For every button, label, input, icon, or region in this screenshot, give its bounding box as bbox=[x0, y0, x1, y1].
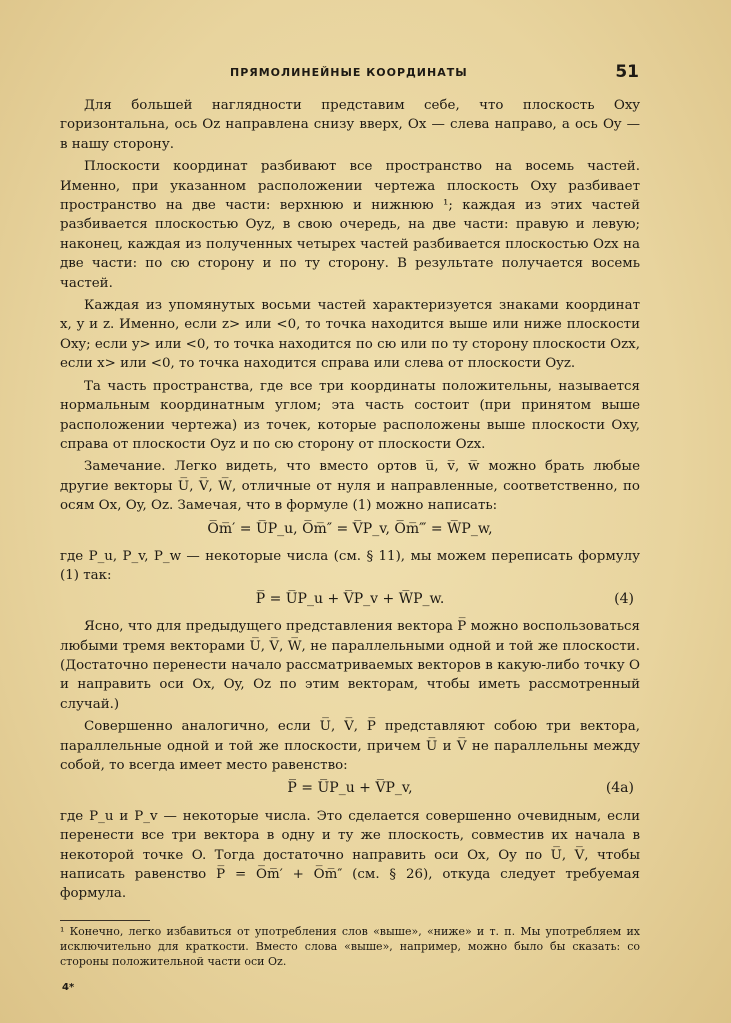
printer-signature: 4* bbox=[62, 982, 75, 993]
page-body bbox=[60, 96, 640, 907]
footnote: ¹ Конечно, легко избавиться от употребления слов «выше», «ниже» и т. п. Мы употребляем их исключительно для краткости. Вместо слова «выше», например, можно было бы сказать: со стороны положительной части оси Oz. bbox=[60, 925, 640, 968]
remark-paragraph: Замечание. Легко видеть, что вместо ортов u̅, v̅, w̅ можно брать любые другие векторы U̅, V̅, W̅, отличные от нуля и направленные, соответственно, по осям Ox, Oy, Oz. Замечая, что в формуле (1) можно написать: bbox=[60, 459, 640, 514]
paragraph-2: Плоскости координат разбивают все пространство на восемь частей. Именно, при указанном расположении чертежа плоскость Oxy разбивает пространство на две части: верхнюю и нижнюю ¹; каждая из этих частей разбивается плоскостью Oyz, в свою очередь, на две части: правую и левую; наконец, каждая из полученных четырех частей разбивается плоскостью Ozx на две части: по сю сторону и по ту сторону. В результате получается восемь частей. bbox=[60, 159, 640, 291]
running-title: ПРЯМОЛИНЕЙНЫЕ КООРДИНАТЫ bbox=[230, 66, 468, 79]
page-header bbox=[60, 62, 639, 86]
formula-4a bbox=[60, 779, 640, 798]
formula-4 bbox=[60, 590, 640, 609]
formula-4a-number: (4а) bbox=[605, 780, 634, 797]
formula-1-text: O̅m̅′ = U̅P_u, O̅m̅″ = V̅P_v, O̅m̅‴ = W̅P_w, bbox=[207, 520, 493, 537]
after-formula-1: где P_u, P_v, P_w — некоторые числа (см. § 11), мы можем переписать формулу (1) так: bbox=[60, 548, 640, 584]
paragraph-1: Для большей наглядности представим себе, что плоскость Oxy горизонтальна, ось Oz направлена снизу вверх, Ox — слева направо, а ось Oy — в нашу сторону. bbox=[60, 98, 640, 152]
formula-1 bbox=[60, 520, 640, 539]
paragraph-after-4: Ясно, что для предыдущего представления вектора P̅ можно воспользоваться любыми тремя векторами U̅, V̅, W̅, не параллельными одной и той же плоскости. (Достаточно перенести начало рассматриваемых векторов в какую-либо точку O и направить оси Ox, Oy, Oz по этим векторам, чтобы иметь рассмотренный случай.) bbox=[60, 619, 640, 712]
footnote-divider bbox=[60, 920, 150, 921]
paragraph-4: Та часть пространства, где все три координаты положительны, называется нормальным координатным углом; эта часть состоит (при принятом выше расположении чертежа) из точек, которые расположены выше плоскости Oxy, справа от плоскости Oyz и по сю сторону от плоскости Ozx. bbox=[60, 378, 640, 452]
paragraph-coplanar: Совершенно аналогично, если U̅, V̅, P̅ представляют собою три вектора, параллельные одной и той же плоскости, причем U̅ и V̅ не параллельны между собой, то всегда имеет место равенство: bbox=[60, 719, 640, 773]
formula-4-text: P̅ = U̅P_u + V̅P_v + W̅P_w. bbox=[255, 590, 445, 607]
paragraph-3: Каждая из упомянутых восьми частей характеризуется знаками координат x, y и z. Именно, если z> или <0, то точка находится выше или ниже плоскости Oxy; если y> или <0, то точка находится по сю или по ту сторону плоскости Ozx, если x> или <0, то точка находится справа или слева от плоскости Oyz. bbox=[60, 298, 640, 372]
paragraph-final: где P_u и P_v — некоторые числа. Это сделается совершенно очевидным, если перенести все три вектора в одну и ту же плоскость, совместив их начала в некоторой точке O. Тогда достаточно направить оси Ox, Oy по U̅, V̅, чтобы написать равенство P̅ = O̅m̅′ + O̅m̅″ (см. § 26), откуда следует требуемая формула. bbox=[60, 808, 640, 902]
page-number: 51 bbox=[615, 62, 639, 82]
formula-4-number: (4) bbox=[614, 590, 634, 607]
formula-4a-text: P̅ = U̅P_u + V̅P_v, bbox=[287, 780, 413, 797]
